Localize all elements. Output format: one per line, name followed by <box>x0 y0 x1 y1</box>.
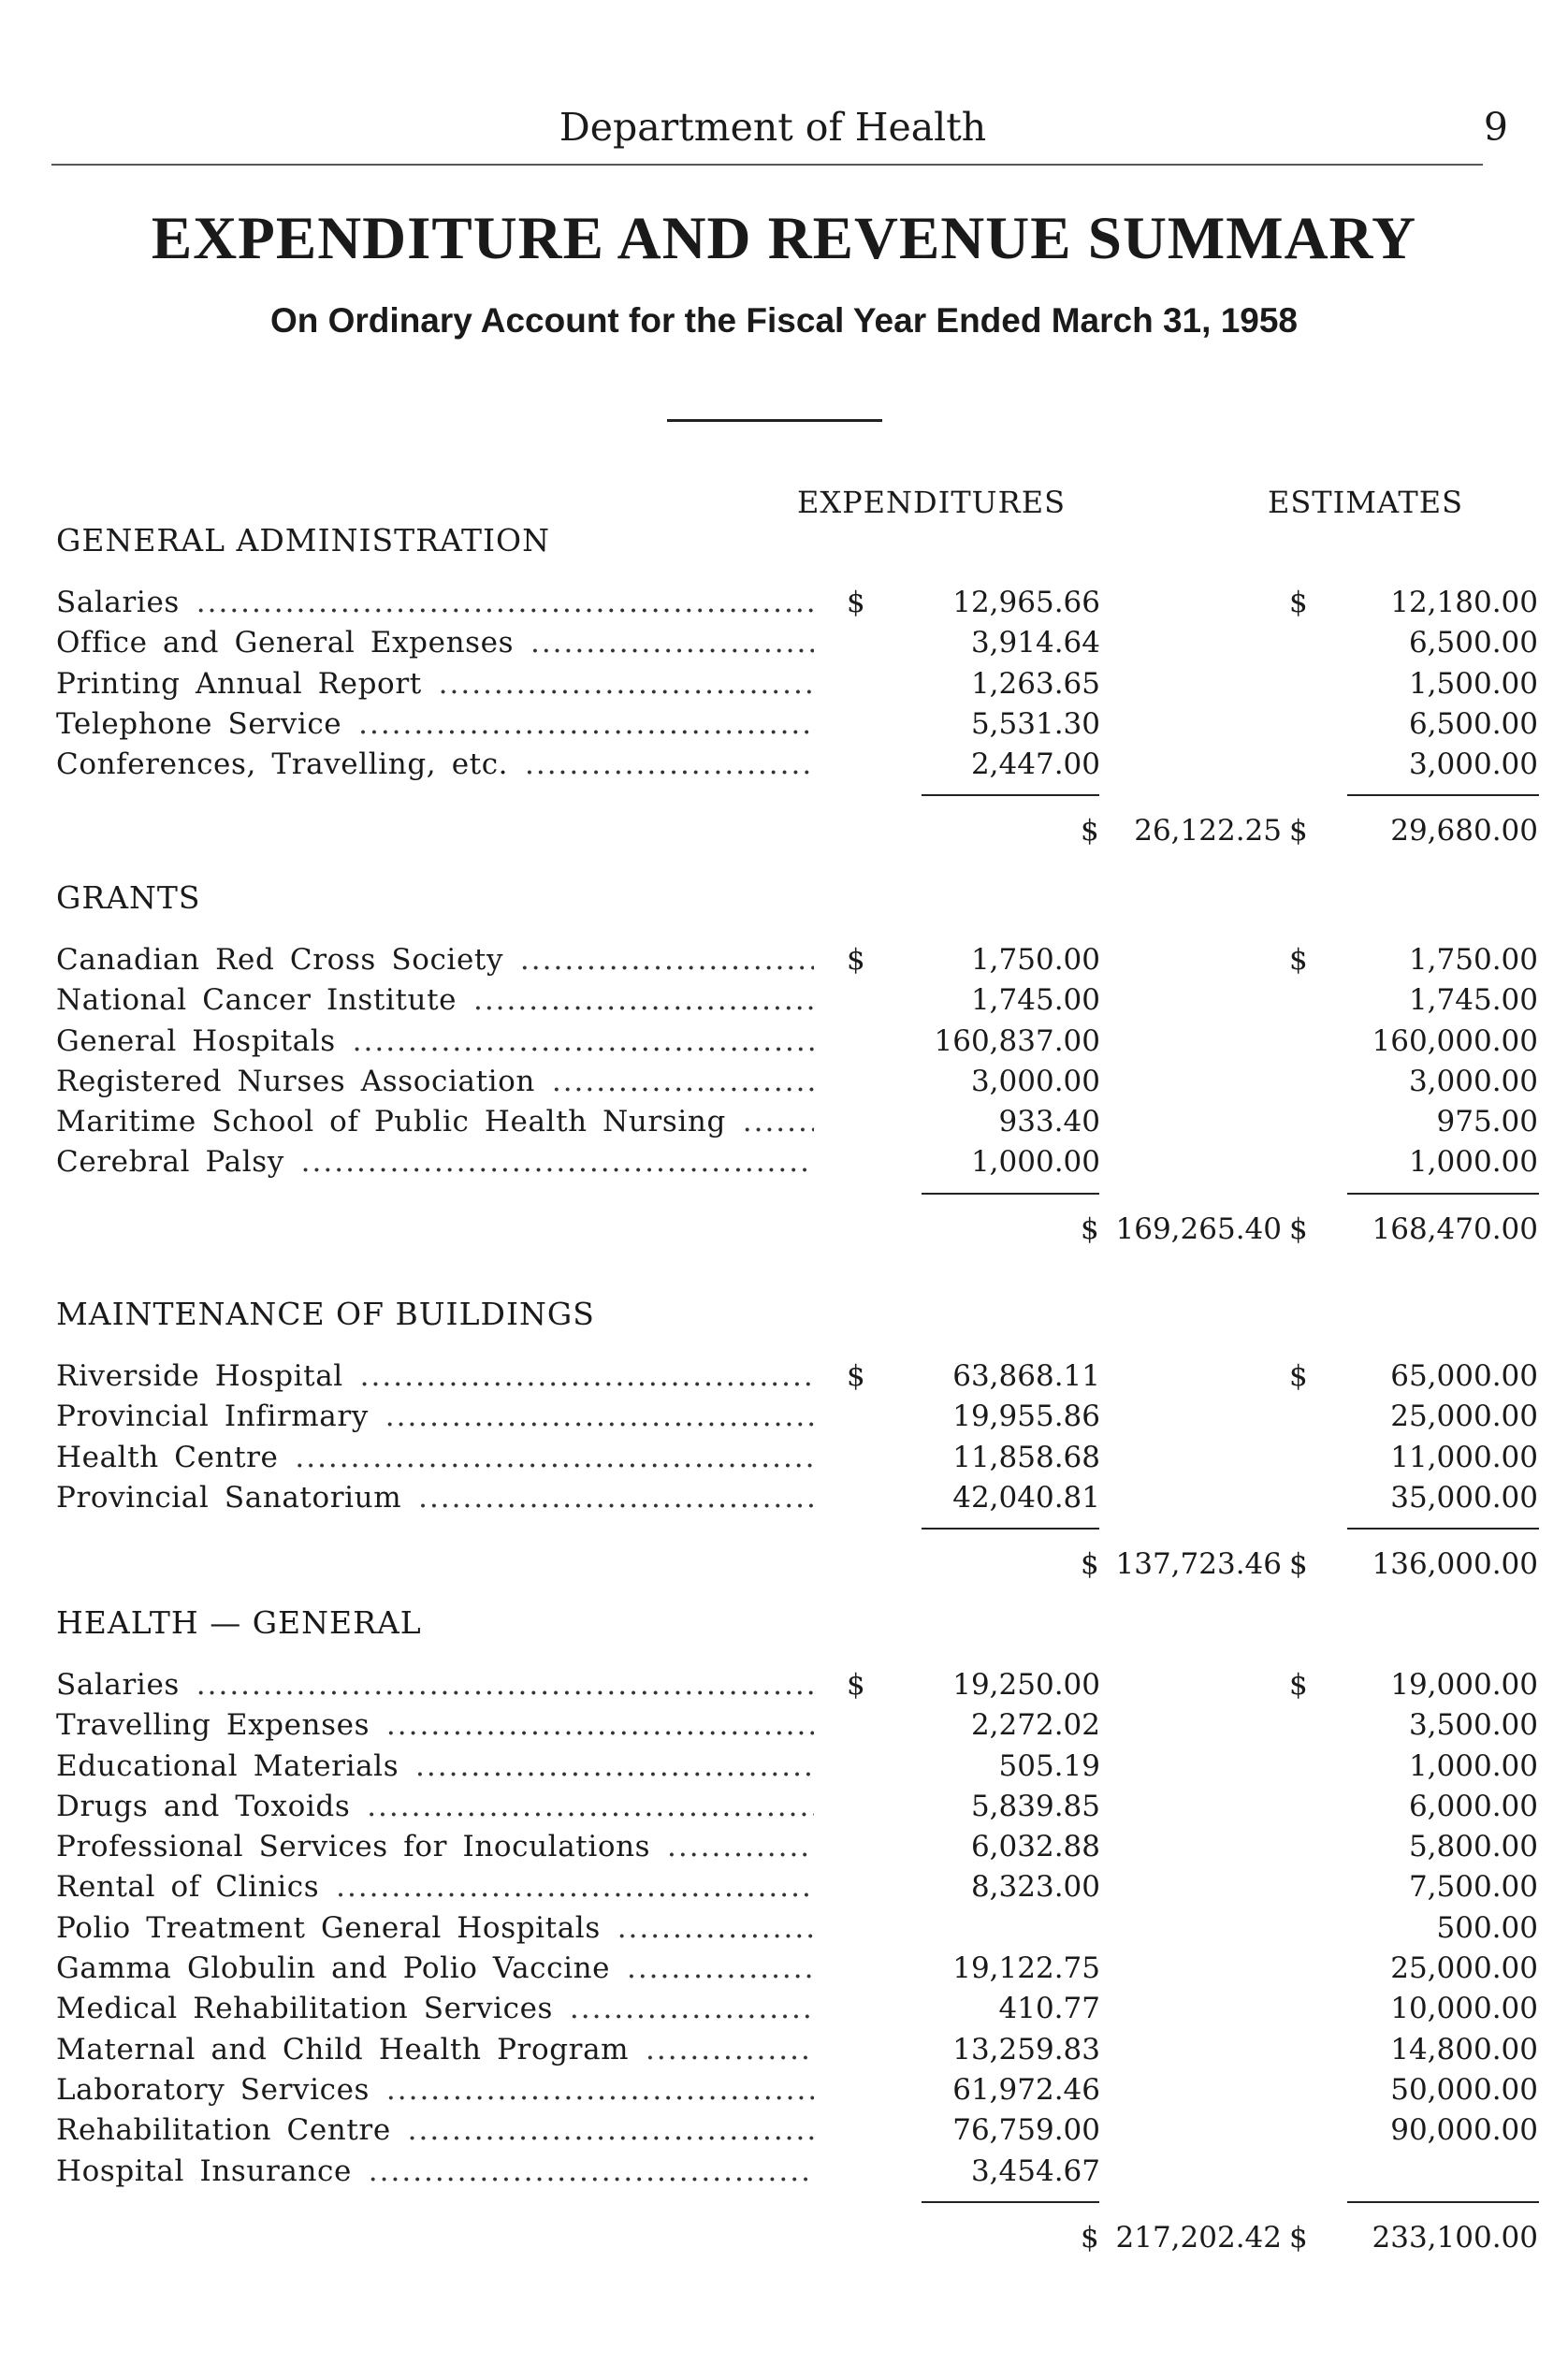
table-row <box>56 2070 1538 2110</box>
row-label: Hospital Insurance ..... <box>56 2152 814 2192</box>
estimate-amount: 6,500.00 <box>1408 706 1538 741</box>
table-row <box>56 1705 1538 1746</box>
row-label: Cerebral Palsy ..... <box>56 1142 814 1182</box>
expenditure-amount: 5,839.85 <box>970 1789 1100 1823</box>
table-row <box>56 1062 1538 1102</box>
expenditure-amount: 5,531.30 <box>970 706 1100 741</box>
row-label: Telephone Service ..... <box>56 704 814 745</box>
expenditure-currency: $ <box>847 1668 865 1702</box>
estimate-amount: 90,000.00 <box>1390 2113 1538 2148</box>
table-row <box>56 583 1538 623</box>
expenditure-amount: 8,323.00 <box>970 1870 1100 1905</box>
table-row <box>56 1989 1538 2029</box>
subtotal-rule <box>922 794 1099 796</box>
table-row <box>56 1787 1538 1827</box>
estimate-amount: 1,500.00 <box>1408 666 1538 701</box>
estimate-amount: 1,745.00 <box>1408 983 1538 1018</box>
expenditure-amount: 3,000.00 <box>970 1064 1100 1098</box>
total-estimate-currency: $ <box>1289 814 1308 848</box>
estimate-amount: 10,000.00 <box>1390 1992 1538 2026</box>
subtotal-rule <box>1347 2201 1539 2203</box>
expenditure-amount: 410.77 <box>998 1992 1100 2026</box>
row-label: General Hospitals ..... <box>56 1022 814 1062</box>
row-label: Rehabilitation Centre ..... <box>56 2110 814 2151</box>
table-row <box>56 1438 1538 1478</box>
expenditure-currency: $ <box>847 586 865 619</box>
estimate-amount: 1,000.00 <box>1408 1748 1538 1783</box>
section-heading: GENERAL ADMINISTRATION <box>56 522 550 558</box>
estimate-currency: $ <box>1289 586 1308 619</box>
table-row <box>56 623 1538 663</box>
table-row <box>56 2030 1538 2070</box>
total-expenditure-currency: $ <box>1081 1547 1099 1582</box>
row-label: Gamma Globulin and Polio Vaccine ..... <box>56 1949 814 1989</box>
total-expenditure: 26,122.25 <box>1134 814 1282 848</box>
section-0 <box>56 517 1538 850</box>
row-label: Medical Rehabilitation Services ..... <box>56 1989 814 2029</box>
table-row <box>56 1665 1538 1705</box>
table-row <box>56 1397 1538 1437</box>
table-row <box>56 1827 1538 1867</box>
estimate-amount: 500.00 <box>1436 1910 1538 1945</box>
header-rule <box>51 164 1483 166</box>
estimate-amount: 5,800.00 <box>1408 1830 1538 1864</box>
row-label: Printing Annual Report ..... <box>56 664 814 704</box>
row-label: Provincial Sanatorium ..... <box>56 1478 814 1518</box>
expenditure-amount: 6,032.88 <box>970 1830 1100 1864</box>
total-estimate: 233,100.00 <box>1372 2220 1538 2255</box>
estimate-amount: 975.00 <box>1436 1105 1538 1139</box>
section-total-row <box>56 2192 1538 2257</box>
total-expenditure: 217,202.42 <box>1115 2220 1282 2255</box>
subtotal-rule <box>922 1193 1099 1195</box>
row-label: Professional Services for Inoculations ..... <box>56 1827 814 1867</box>
estimate-amount: 25,000.00 <box>1390 1399 1538 1434</box>
expenditure-amount: 2,447.00 <box>970 747 1100 782</box>
estimate-amount: 3,500.00 <box>1408 1708 1538 1743</box>
column-header-expenditures: EXPENDITURES <box>797 485 1067 520</box>
row-label: Maternal and Child Health Program ..... <box>56 2030 814 2070</box>
expenditure-amount: 76,759.00 <box>952 2113 1100 2148</box>
subtotal-rule <box>1347 794 1539 796</box>
estimate-amount: 12,180.00 <box>1390 586 1538 619</box>
expenditure-amount: 1,745.00 <box>970 983 1100 1018</box>
running-header <box>37 105 1508 157</box>
subtotal-rule <box>1347 1528 1539 1530</box>
estimate-amount: 3,000.00 <box>1408 1064 1538 1098</box>
estimate-currency: $ <box>1289 1668 1308 1702</box>
row-label: Travelling Expenses ..... <box>56 1705 814 1746</box>
table-row <box>56 2110 1538 2151</box>
row-label: Canadian Red Cross Society ..... <box>56 940 814 980</box>
table-row <box>56 1747 1538 1787</box>
section-total-row <box>56 1183 1538 1249</box>
running-header-title: Department of Health <box>559 105 987 150</box>
estimate-amount: 7,500.00 <box>1408 1870 1538 1905</box>
expenditure-currency: $ <box>847 1359 865 1393</box>
expenditure-amount: 160,837.00 <box>934 1023 1100 1058</box>
row-label: Health Centre ..... <box>56 1438 814 1478</box>
total-expenditure-currency: $ <box>1081 814 1099 848</box>
total-estimate-currency: $ <box>1289 1547 1308 1582</box>
table-row <box>56 704 1538 745</box>
estimate-amount: 14,800.00 <box>1390 2032 1538 2066</box>
row-label: Laboratory Services ..... <box>56 2070 814 2110</box>
expenditure-amount: 12,965.66 <box>952 586 1100 619</box>
table-row <box>56 1356 1538 1397</box>
expenditure-amount: 2,272.02 <box>970 1708 1100 1743</box>
estimate-amount: 3,000.00 <box>1408 747 1538 782</box>
section-1 <box>56 875 1538 1249</box>
section-heading: GRANTS <box>56 879 201 916</box>
expenditure-amount: 1,000.00 <box>970 1145 1100 1180</box>
row-label: Drugs and Toxoids ..... <box>56 1787 814 1827</box>
total-expenditure-currency: $ <box>1081 1211 1099 1246</box>
expenditure-amount: 63,868.11 <box>952 1359 1100 1393</box>
row-label: Provincial Infirmary ..... <box>56 1397 814 1437</box>
expenditure-amount: 11,858.68 <box>952 1440 1100 1474</box>
subtotal-rule <box>1347 1193 1539 1195</box>
row-label: Registered Nurses Association ..... <box>56 1062 814 1102</box>
section-heading: HEALTH — GENERAL <box>56 1604 422 1641</box>
table-row <box>56 2152 1497 2192</box>
estimate-amount: 50,000.00 <box>1390 2072 1538 2107</box>
row-label: Salaries ..... <box>56 1665 814 1705</box>
estimate-amount: 65,000.00 <box>1390 1359 1538 1393</box>
section-2 <box>56 1291 1538 1584</box>
row-label: Educational Materials ..... <box>56 1747 814 1787</box>
total-estimate: 29,680.00 <box>1390 814 1538 848</box>
page-subtitle: On Ordinary Account for the Fiscal Year Ended March 31, 1958 <box>269 301 1299 340</box>
table-row <box>56 745 1538 785</box>
expenditure-amount: 505.19 <box>998 1748 1100 1783</box>
row-label: Riverside Hospital ..... <box>56 1356 814 1397</box>
estimate-amount: 19,000.00 <box>1390 1668 1538 1702</box>
expenditure-amount: 3,454.67 <box>970 2153 1100 2188</box>
estimate-amount: 1,000.00 <box>1408 1145 1538 1180</box>
row-label: Office and General Expenses ..... <box>56 623 814 663</box>
expenditure-amount: 19,122.75 <box>952 1951 1100 1986</box>
estimate-currency: $ <box>1289 1359 1308 1393</box>
section-heading: MAINTENANCE OF BUILDINGS <box>56 1296 595 1332</box>
row-label: Polio Treatment General Hospitals ..... <box>56 1908 814 1949</box>
expenditure-currency: $ <box>847 943 865 977</box>
section-total-row <box>56 1518 1538 1584</box>
table-row <box>56 1102 1538 1142</box>
expenditure-amount: 42,040.81 <box>952 1480 1100 1515</box>
expenditure-amount: 1,263.65 <box>970 666 1100 701</box>
estimate-amount: 6,500.00 <box>1408 626 1538 660</box>
expenditure-amount: 933.40 <box>998 1105 1100 1139</box>
table-row <box>56 1142 1538 1182</box>
row-label: Conferences, Travelling, etc. ..... <box>56 745 814 785</box>
row-label: Salaries ..... <box>56 583 814 623</box>
estimate-amount: 6,000.00 <box>1408 1789 1538 1823</box>
table-row <box>56 1867 1538 1907</box>
expenditure-amount: 1,750.00 <box>970 943 1100 977</box>
column-header-estimates: ESTIMATES <box>1268 485 1464 520</box>
total-estimate-currency: $ <box>1289 2220 1308 2255</box>
table-row <box>56 980 1538 1021</box>
table-row <box>56 1908 1538 1949</box>
table-row <box>56 664 1538 704</box>
estimate-amount: 160,000.00 <box>1372 1023 1538 1058</box>
subtotal-rule <box>922 2201 1099 2203</box>
estimate-amount: 1,750.00 <box>1408 943 1538 977</box>
estimate-currency: $ <box>1289 943 1308 977</box>
total-estimate-currency: $ <box>1289 1211 1308 1246</box>
row-label: Maritime School of Public Health Nursing ..... <box>56 1102 814 1142</box>
row-label: National Cancer Institute ..... <box>56 980 814 1021</box>
expenditure-amount: 19,955.86 <box>952 1399 1100 1434</box>
total-expenditure: 169,265.40 <box>1115 1211 1282 1246</box>
expenditure-amount: 13,259.83 <box>952 2032 1100 2066</box>
page-number: 9 <box>1483 105 1508 150</box>
subtotal-rule <box>922 1528 1099 1530</box>
total-estimate: 136,000.00 <box>1372 1547 1538 1582</box>
table-row <box>56 1478 1538 1518</box>
table-row <box>56 1022 1538 1062</box>
total-estimate: 168,470.00 <box>1372 1211 1538 1246</box>
section-3 <box>56 1600 1538 2257</box>
estimate-amount: 25,000.00 <box>1390 1951 1538 1986</box>
title-divider <box>667 419 882 422</box>
table-row <box>56 1949 1538 1989</box>
expenditure-amount: 61,972.46 <box>952 2072 1100 2107</box>
estimate-amount: 35,000.00 <box>1390 1480 1538 1515</box>
expenditure-amount: 19,250.00 <box>952 1668 1100 1702</box>
total-expenditure-currency: $ <box>1081 2220 1099 2255</box>
table-row <box>56 940 1538 980</box>
row-label: Rental of Clinics ..... <box>56 1867 814 1907</box>
expenditure-amount: 3,914.64 <box>970 626 1100 660</box>
section-total-row <box>56 785 1538 850</box>
total-expenditure: 137,723.46 <box>1115 1547 1282 1582</box>
estimate-amount: 11,000.00 <box>1390 1440 1538 1474</box>
page-title: EXPENDITURE AND REVENUE SUMMARY <box>151 205 1417 272</box>
